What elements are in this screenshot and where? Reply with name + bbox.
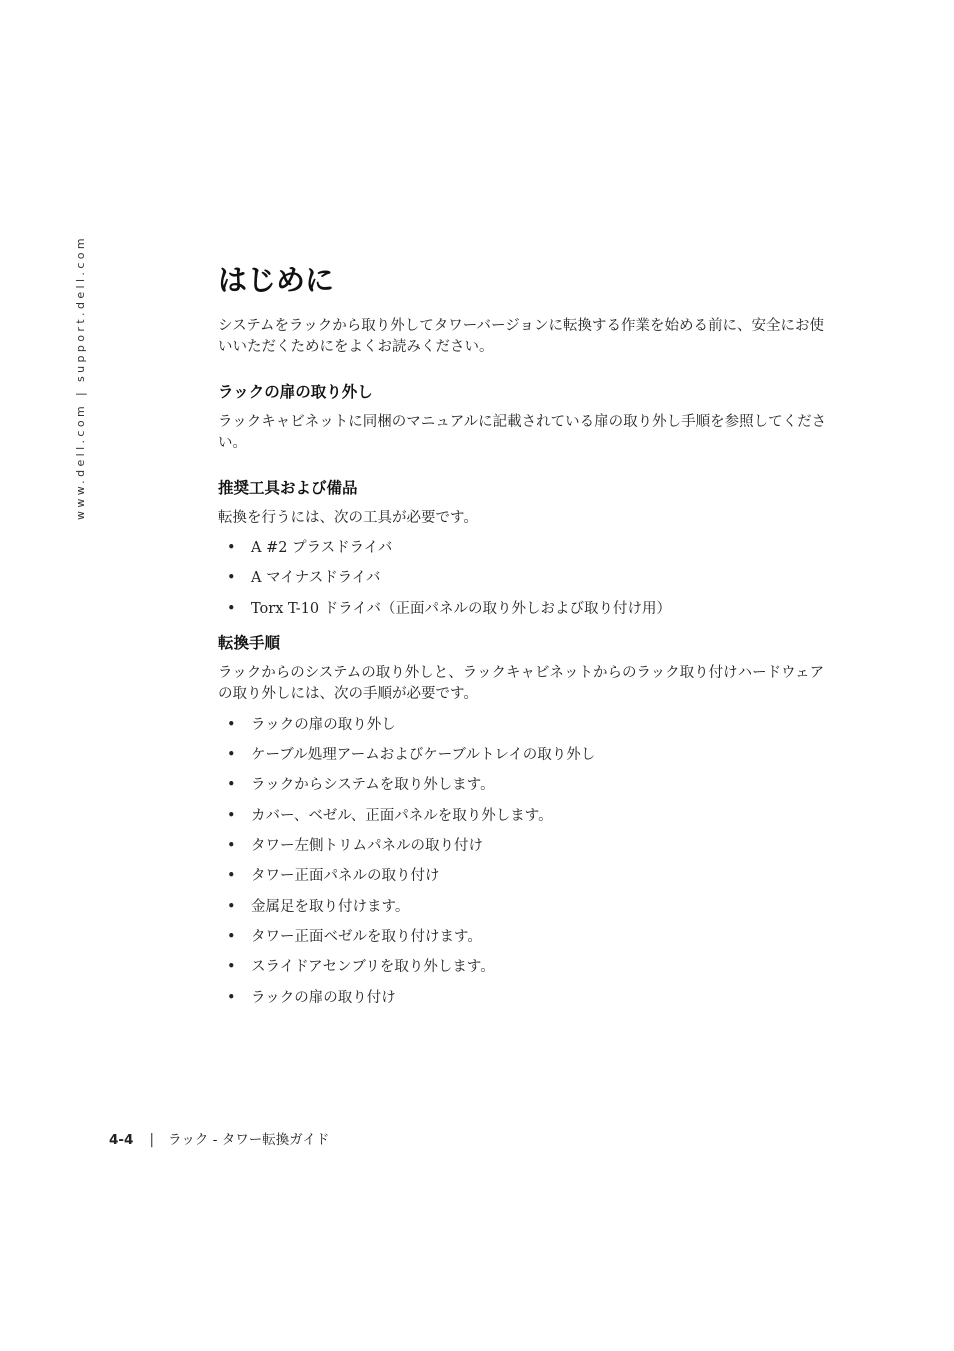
list-item	[218, 599, 833, 629]
list-item	[218, 538, 833, 568]
list-item-text: 金属足を取り付けます。	[251, 898, 410, 915]
list-item	[218, 745, 833, 775]
section-body-procedure: ラックからのシステムの取り外しと、ラックキャビネットからのラック取り付けハードウェアの取り外しには、次の手順が必要です。	[218, 664, 825, 702]
bullet-icon: •	[227, 807, 236, 824]
list-item-text: スライドアセンブリを取り外します。	[251, 959, 495, 976]
list-item	[218, 715, 833, 745]
bullet-icon: •	[227, 989, 236, 1006]
bullet-icon: •	[227, 898, 236, 915]
list-item	[218, 568, 833, 598]
bullet-icon: •	[227, 838, 236, 855]
section-heading-procedure: 転換手順	[218, 633, 281, 652]
list-item-text: カバー、ベゼル、正面パネルを取り外します。	[251, 807, 553, 824]
list-item-text: タワー正面ベゼルを取り付けます。	[251, 928, 482, 945]
list-item-text: ケーブル処理アームおよびケーブルトレイの取り外し	[251, 747, 596, 764]
tools-list	[218, 538, 833, 629]
bullet-icon: •	[227, 747, 236, 764]
section-body-rack-door-removal: ラックキャビネットに同梱のマニュアルに記載されている扉の取り外し手順を参照してください。	[218, 414, 827, 451]
bullet-icon: •	[227, 716, 236, 733]
footer-doc-title: ラック - タワー転換ガイド	[168, 1132, 330, 1148]
page-number: 4-4	[109, 1132, 134, 1148]
bullet-icon: •	[227, 777, 236, 794]
footer-separator: |	[149, 1132, 155, 1148]
section-heading-rack-door-removal: ラックの扉の取り外し	[218, 383, 373, 401]
list-item	[218, 897, 833, 927]
section-heading-tools: 推奨工具および備品	[218, 479, 358, 497]
list-item-text: A マイナスドライバ	[251, 570, 381, 587]
page-title: はじめに	[218, 263, 335, 297]
bullet-icon: •	[227, 868, 236, 885]
bullet-icon: •	[227, 570, 236, 587]
list-item	[218, 836, 833, 866]
list-item-text: ラックからシステムを取り外します。	[251, 777, 495, 794]
list-item-text: A #2 プラスドライバ	[251, 540, 393, 556]
list-item	[218, 775, 833, 805]
intro-paragraph: システムをラックから取り外してタワーバージョンに転換する作業を始める前に、安全にお使いいただくためにをよくお読みください。	[218, 318, 824, 355]
list-item	[218, 957, 833, 987]
list-item-text: ラックの扉の取り外し	[251, 716, 396, 733]
section-body-tools: 転換を行うには、次の工具が必要です。	[218, 510, 478, 526]
main-content	[218, 258, 833, 1018]
side-url: www.dell.com | support.dell.com	[74, 234, 87, 520]
list-item-text: タワー左側トリムパネルの取り付け	[251, 838, 483, 855]
bullet-icon: •	[227, 959, 236, 976]
list-item	[218, 988, 833, 1018]
procedure-list	[218, 715, 833, 1018]
page-footer	[109, 1130, 329, 1150]
list-item	[218, 806, 833, 836]
list-item-text: ラックの扉の取り付け	[251, 989, 396, 1006]
list-item-text: タワー正面パネルの取り付け	[251, 868, 440, 885]
bullet-icon: •	[227, 600, 236, 617]
bullet-icon: •	[227, 540, 236, 556]
list-item	[218, 866, 833, 896]
list-item-text: Torx T-10 ドライバ（正面パネルの取り外しおよび取り付け用）	[251, 600, 672, 617]
list-item	[218, 927, 833, 957]
bullet-icon: •	[227, 928, 236, 945]
